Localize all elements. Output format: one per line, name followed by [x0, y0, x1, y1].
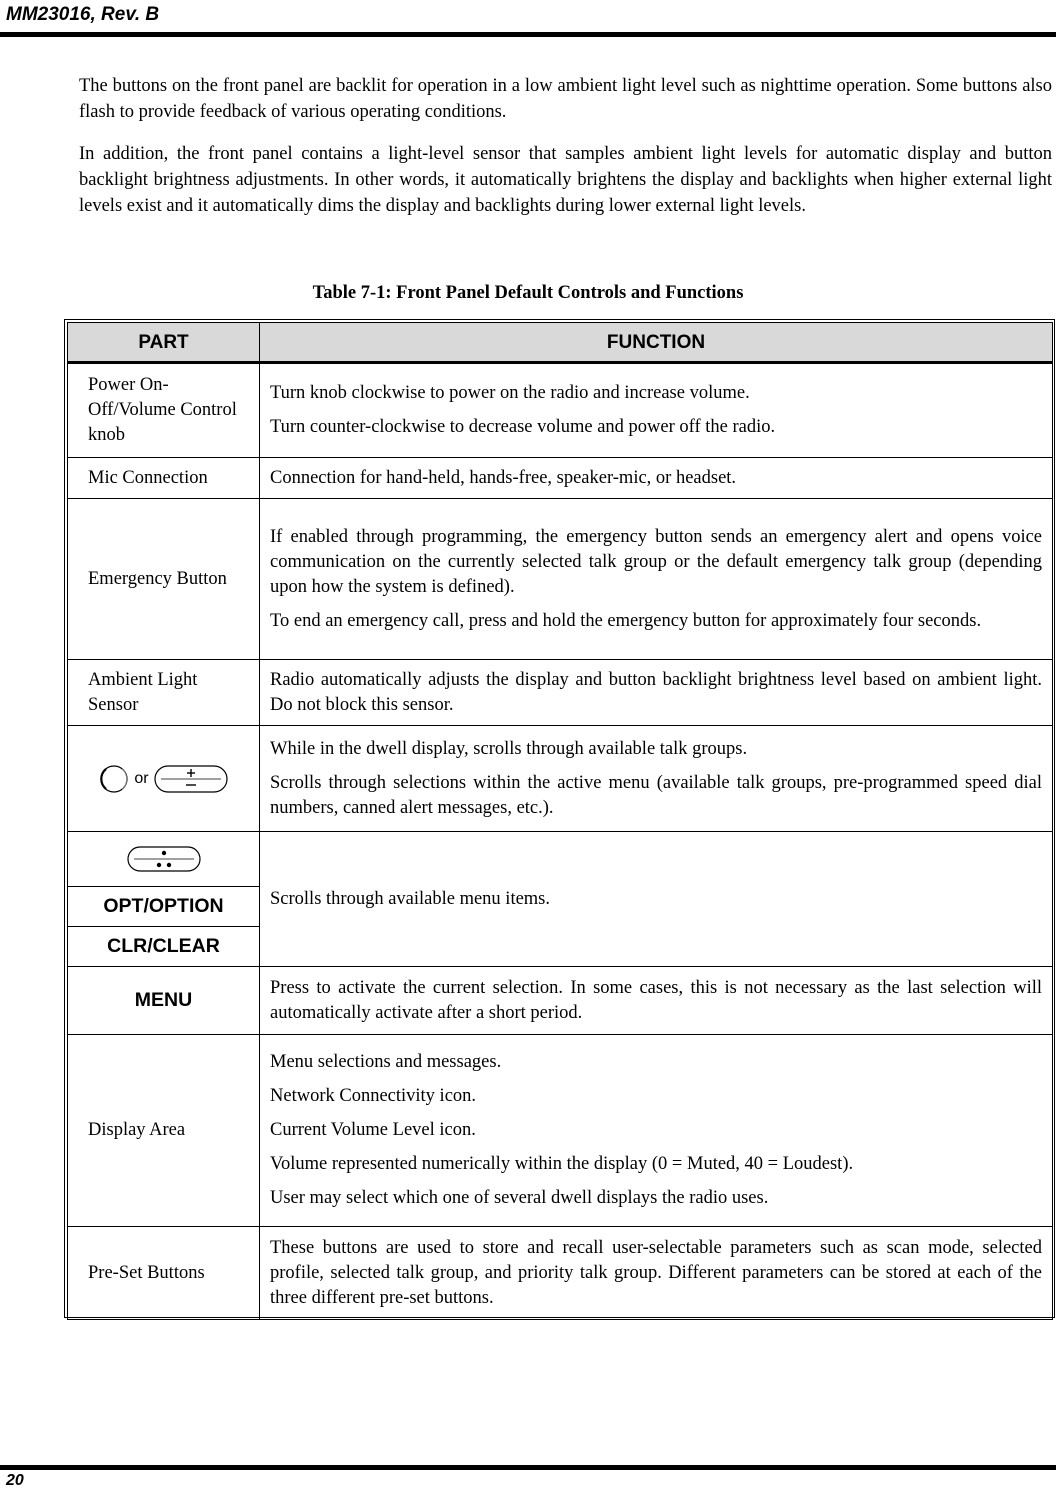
function-text: To end an emergency call, press and hold the emergency button for approximately four seconds.: [270, 610, 982, 631]
column-header-function: FUNCTION: [260, 323, 1053, 363]
function-cell: [260, 967, 1053, 1035]
function-text: Current Volume Level icon.: [270, 1120, 476, 1140]
function-text: Scrolls through selections within the active menu (available talk groups, pre-programmed speed dial numbers, canned alert messages, etc.).: [270, 772, 1042, 818]
menu-scroll-rocker-icon: [126, 844, 202, 874]
function-text: While in the dwell display, scrolls through available talk groups.: [270, 738, 748, 759]
rotary-knob-icon: [98, 763, 130, 795]
function-text: Scrolls through available menu items.: [270, 888, 551, 909]
function-text: User may select which one of several dwell displays the radio uses.: [270, 1188, 769, 1208]
function-cell: [260, 1035, 1053, 1227]
function-cell: [260, 660, 1053, 726]
function-text: Connection for hand-held, hands-free, speaker-mic, or headset.: [270, 467, 737, 488]
page-number: 20: [6, 1472, 24, 1489]
function-text: Network Connectivity icon.: [270, 1086, 477, 1106]
part-power-knob: Power On-Off/Volume Control knob: [68, 363, 260, 458]
controls-table-frame: [64, 319, 1055, 1318]
document-id: MM23016, Rev. B: [6, 4, 160, 25]
function-cell: [260, 1227, 1053, 1320]
function-cell: [260, 726, 1053, 832]
function-cell: [260, 499, 1053, 660]
table-row: [68, 363, 1053, 458]
column-header-part: PART: [68, 323, 260, 363]
function-text: Press to activate the current selection. In some cases, this is not necessary as the last selection will automatically activate after a short period.: [270, 977, 1042, 1023]
intro-paragraph-2: In addition, the front panel contains a light-level sensor that samples ambient light levels for automatic display and button backlight brightness adjustments. In other words, it automatically brightens the display and backlights when higher external light levels exist and it automatically dims the display and backlights during lower external light levels.: [79, 144, 1052, 216]
header-rule: [0, 32, 1056, 37]
or-label: or: [134, 770, 149, 787]
part-ambient-light-sensor: Ambient Light Sensor: [68, 660, 260, 726]
table-row: [68, 1227, 1053, 1320]
table-row: [68, 458, 1053, 499]
part-clr-clear-key: CLR/CLEAR: [68, 927, 260, 967]
part-mic-connection: Mic Connection: [68, 458, 260, 499]
function-cell: [260, 363, 1053, 458]
table-header-row: [68, 323, 1053, 363]
function-cell: [260, 458, 1053, 499]
function-text: Menu selections and messages.: [270, 1052, 502, 1072]
part-opt-option-key: OPT/OPTION: [68, 887, 260, 927]
table-row: [68, 660, 1053, 726]
table-row: [68, 832, 1053, 887]
table-caption: Table 7-1: Front Panel Default Controls and Functions: [312, 283, 744, 303]
intro-paragraph-1: The buttons on the front panel are backlit for operation in a low ambient light level such as nighttime operation. Some buttons also flash to provide feedback of various operating conditions.: [79, 76, 1052, 122]
function-text: Radio automatically adjusts the display and button backlight brightness level based on ambient light. Do not block this sensor.: [270, 669, 1042, 715]
table-row: [68, 499, 1053, 660]
function-text: Turn counter-clockwise to decrease volume and power off the radio.: [270, 417, 776, 437]
controls-table: [67, 322, 1053, 1320]
function-cell: [260, 832, 1053, 967]
table-row: [68, 726, 1053, 832]
function-text: These buttons are used to store and recall user-selectable parameters such as scan mode, selected profile, selected talk group, and priority talk group. Different parameters can be stored at each of the three different pre-set buttons.: [270, 1237, 1042, 1308]
table-row: [68, 1035, 1053, 1227]
part-preset-buttons: Pre-Set Buttons: [68, 1227, 260, 1320]
function-text: Volume represented numerically within the display (0 = Muted, 40 = Loudest).: [270, 1154, 854, 1174]
part-emergency-button: Emergency Button: [68, 499, 260, 660]
function-text: If enabled through programming, the emergency button sends an emergency alert and opens voice communication on the currently selected talk group or the default emergency talk group (depending upon how the system is defined).: [270, 526, 1042, 597]
table-row: [68, 967, 1053, 1035]
footer-rule: [0, 1465, 1056, 1470]
part-scroll-rocker: [68, 832, 260, 887]
up-down-rocker-icon: [153, 763, 229, 795]
function-text: Turn knob clockwise to power on the radio and increase volume.: [270, 383, 750, 403]
part-display-area: Display Area: [68, 1035, 260, 1227]
part-menu-key: MENU: [68, 967, 260, 1035]
part-scroll-controls: [68, 726, 260, 832]
